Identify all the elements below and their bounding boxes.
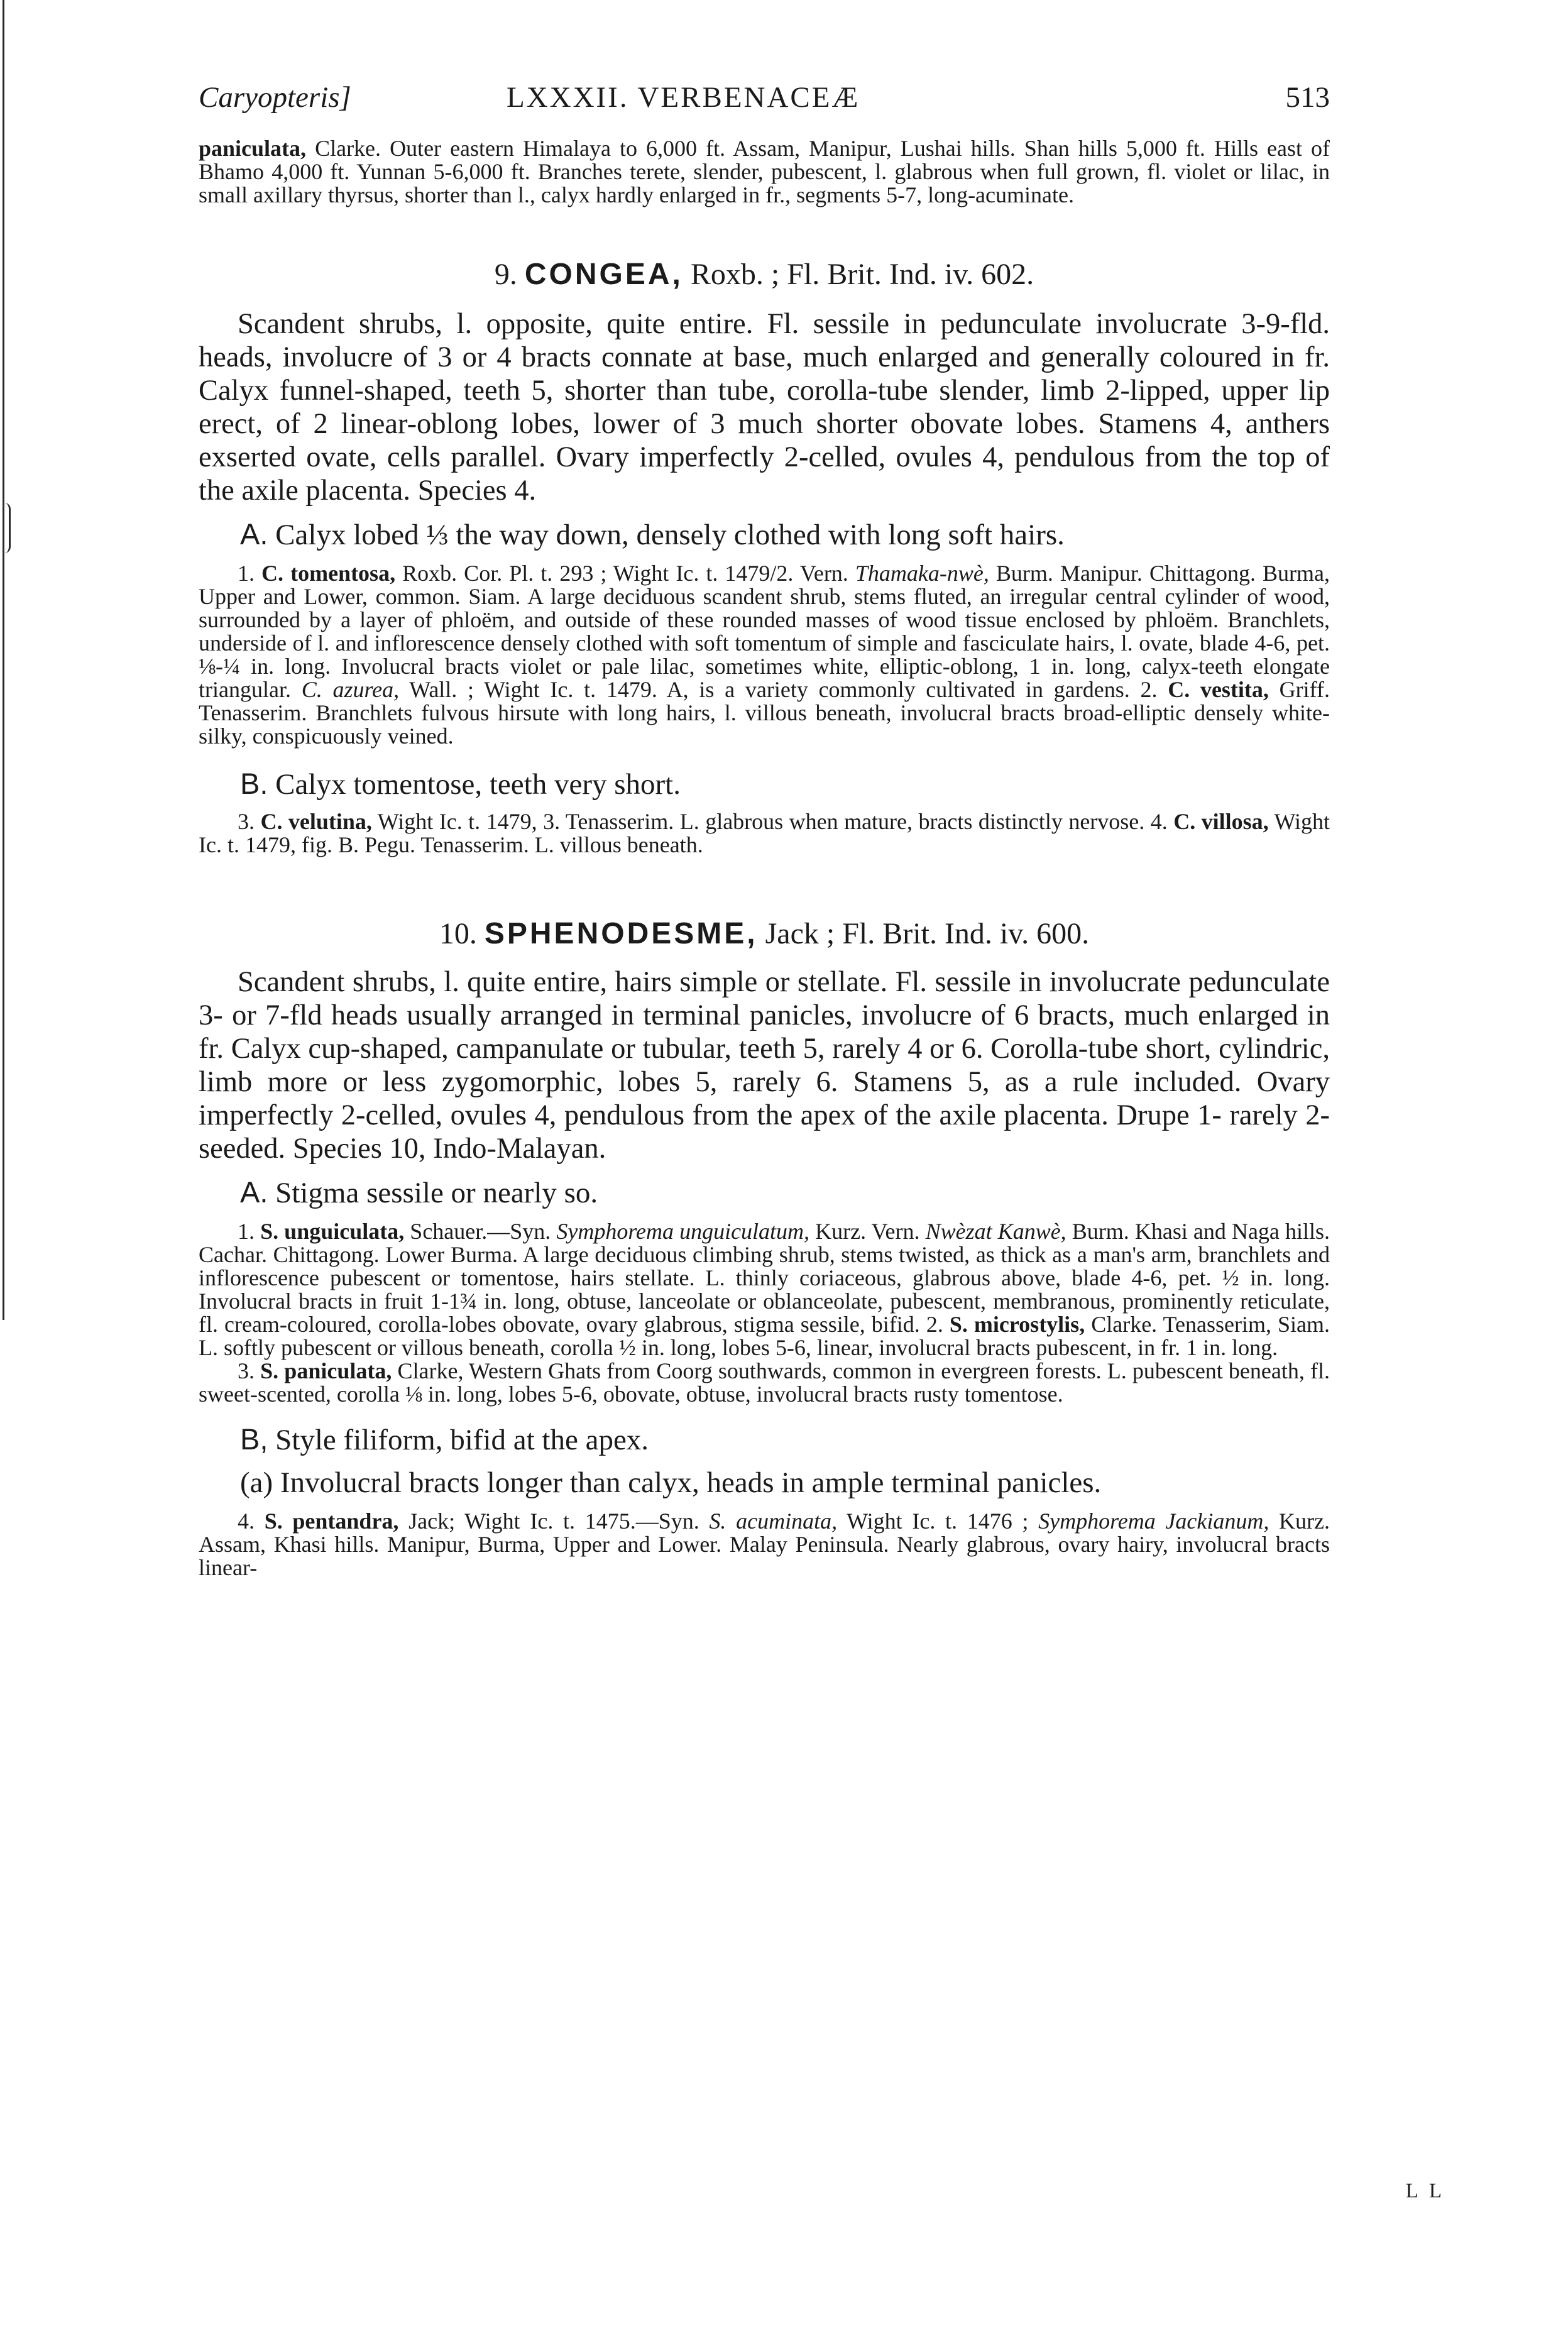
species-number: 1. xyxy=(238,561,255,586)
page-content xyxy=(199,80,1330,1580)
page-number: 513 xyxy=(1285,81,1330,114)
species-block-congea-a xyxy=(199,562,1330,748)
genus-name: SPHENODESME, xyxy=(484,917,758,950)
species-name: C. vestita, xyxy=(1168,677,1269,702)
header-family: LXXXII. VERBENACEÆ xyxy=(507,81,860,114)
synonym-name: Symphorema unguiculatum, xyxy=(556,1219,810,1244)
synonym-name: S. acuminata, xyxy=(709,1508,838,1534)
species-name: C. villosa, xyxy=(1173,809,1269,834)
genus-heading-sphenodesme xyxy=(199,916,1330,952)
genus-citation: Roxb. ; Fl. Brit. Ind. iv. 602. xyxy=(690,258,1034,291)
species-name: C. velutina, xyxy=(260,809,372,834)
carry-over-paragraph xyxy=(199,137,1330,207)
species-name: paniculata, xyxy=(199,136,307,161)
running-header xyxy=(199,80,1330,137)
synonym-name: Symphorema Jackianum, xyxy=(1038,1508,1269,1534)
species-number: 1. xyxy=(238,1219,255,1244)
key-label: A. xyxy=(240,517,268,551)
species-name: S. microstylis, xyxy=(949,1312,1085,1337)
species-citation: Wight Ic. t. 1476 ; xyxy=(837,1508,1039,1534)
species-text: Clarke. Tenasserim, Siam. L. softly pubescent or villous beneath, corolla ½ in. long, lobes 5-6, linear, involucral bracts pubescent, in fr. 1 in. long. xyxy=(199,1312,1330,1360)
species-text: Kurz. Vern. xyxy=(809,1219,926,1244)
species-name: C. tomentosa, xyxy=(261,561,396,586)
header-genus: Caryopteris] xyxy=(199,81,351,114)
species-number: 3. xyxy=(238,809,255,834)
species-number: 2. xyxy=(1140,677,1158,702)
genus-heading-congea xyxy=(199,257,1330,292)
genus-citation: Jack ; Fl. Brit. Ind. iv. 600. xyxy=(765,917,1090,950)
species-citation: Roxb. Cor. Pl. t. 293 ; Wight Ic. t. 1479/2. Vern. xyxy=(402,561,855,586)
species-number: 4. xyxy=(238,1508,255,1534)
page-edge-mark xyxy=(0,503,11,553)
key-label: B. xyxy=(240,767,268,800)
species-name: S. unguiculata, xyxy=(260,1219,405,1244)
species-citation: Jack; Wight Ic. t. 1475.—Syn. xyxy=(398,1508,710,1534)
genus-description-congea: Scandent shrubs, l. opposite, quite entire. Fl. sessile in pedunculate involucrate 3-9-fld. heads, involucre of 3 or 4 bracts connate at base, much enlarged and generally coloured in fr. Calyx funnel-shaped, teeth 5, shorter than tube, corolla-tube slender, limb 2-lipped, upper lip erect, of 2 linear-oblong lobes, lower of 3 much shorter obovate lobes. Stamens 4, anthers exserted ovate, cells parallel. Ovary imperfectly 2-celled, ovules 4, pendulous from the top of the axile placenta. Species 4. xyxy=(199,308,1330,507)
key-text: Calyx lobed ⅓ the way down, densely clothed with long soft hairs. xyxy=(275,519,1065,551)
species-block-sphenodesme-ba xyxy=(199,1510,1330,1580)
species-number: 4. xyxy=(1150,809,1168,834)
key-congea-a xyxy=(199,517,1330,552)
page-edge-line xyxy=(3,0,4,1320)
key-sphenodesme-b xyxy=(199,1422,1330,1457)
key-label: B, xyxy=(240,1422,268,1456)
species-number: 2. xyxy=(926,1312,943,1337)
genus-description-sphenodesme: Scandent shrubs, l. quite entire, hairs simple or stellate. Fl. sessile in involucrate pedunculate 3- or 7-fld heads usually arranged in terminal panicles, involucre of 6 bracts, much enlarged in fr. Calyx cup-shaped, campanulate or tubular, teeth 5, rarely 4 or 6. Corolla-tube short, cylindric, limb more or less zygomorphic, lobes 5, rarely 6. Stamens 5, as a rule included. Ovary imperfectly 2-celled, ovules 4, pendulous from the apex of the axile placenta. Drupe 1- rarely 2-seeded. Species 10, Indo-Malayan. xyxy=(199,966,1330,1165)
key-label: A. xyxy=(240,1175,268,1209)
species-text: Kurz. Assam, Khasi hills. Manipur, Burma, Upper and Lower. Malay Peninsula. Nearly glabrous, ovary hairy, involucral bracts linear- xyxy=(199,1508,1330,1580)
genus-name: CONGEA, xyxy=(524,258,683,291)
species-text: Griff. Tenasserim. Branchlets fulvous hirsute with long hairs, l. villous beneath, involucral bracts broad-elliptic densely white-silky, conspicuously veined. xyxy=(199,677,1330,749)
vernacular-name: Thamaka-nwè, xyxy=(855,561,989,586)
key-sphenodesme-ba xyxy=(199,1466,1330,1500)
species-block-congea-b xyxy=(199,810,1330,857)
key-text: Stigma sessile or nearly so. xyxy=(275,1177,598,1209)
signature-mark: L L xyxy=(1405,2180,1445,2202)
key-text: Style filiform, bifid at the apex. xyxy=(275,1424,649,1456)
species-text: Burm. Khasi and Naga hills. Cachar. Chittagong. Lower Burma. A large deciduous climbing shrub, stems twisted, as thick as a man's arm, branchlets and inflorescence pubescent or tomentose, hairs stellate. L. thinly coriaceous, glabrous above, blade 4-6, pet. ½ in. long. Involucral bracts in fruit 1-1¾ in. long, obtuse, lanceolate or oblanceolate, pubescent, membranous, prominently reticulate, fl. cream-coloured, corolla-lobes obovate, ovary glabrous, stigma sessile, bifid. xyxy=(199,1219,1330,1337)
key-congea-b xyxy=(199,767,1330,801)
species-text: Wall. ; Wight Ic. t. 1479. A, is a variety commonly cultivated in gardens. xyxy=(399,677,1141,702)
key-text: Involucral bracts longer than calyx, heads in ample terminal panicles. xyxy=(280,1466,1102,1499)
species-text: Wight Ic. t. 1479, 3. Tenasserim. L. glabrous when mature, bracts distinctly nervose. xyxy=(371,809,1151,834)
species-text: Clarke. Outer eastern Himalaya to 6,000 ft. Assam, Manipur, Lushai hills. Shan hills 5,000 ft. Hills east of Bhamo 4,000 ft. Yunnan 5-6,000 ft. Branches terete, slender, pubescent, l. glabrous when full grown, fl. violet or lilac, in small axillary thyrsus, shorter than l., calyx hardly enlarged in fr., segments 5-7, long-acuminate. xyxy=(199,136,1330,207)
species-block-sphenodesme-a xyxy=(199,1220,1330,1360)
species-text: Clarke, Western Ghats from Coorg southwards, common in evergreen forests. L. pubescent beneath, fl. sweet-scented, corolla ⅛ in. long, lobes 5-6, obovate, obtuse, involucral bracts rusty tomentose. xyxy=(199,1358,1330,1407)
vernacular-name: Nwèzat Kanwè, xyxy=(925,1219,1066,1244)
species-block-sphenodesme-a2 xyxy=(199,1360,1330,1406)
species-text: Burm. Manipur. Chittagong. Burma, Upper and Lower, common. Siam. A large deciduous scandent shrub, stems fluted, an irregular central cylinder of wood, surrounded by a layer of phloëm, and outside of these rounded masses of wood tissue enclosed by phloëm. Branchlets, underside of l. and inflorescence densely clothed with soft tomentum of simple and fasciculate hairs, l. ovate, blade 4-6, pet. ⅛-¼ in. long. Involucral bracts violet or pale lilac, sometimes white, elliptic-oblong, 1 in. long, calyx-teeth elongate triangular. xyxy=(199,561,1330,702)
key-text: Calyx tomentose, teeth very short. xyxy=(275,768,681,801)
genus-number: 10. xyxy=(439,917,477,950)
key-label: (a) xyxy=(240,1466,273,1499)
species-number: 3. xyxy=(238,1358,255,1383)
key-sphenodesme-a xyxy=(199,1175,1330,1210)
genus-number: 9. xyxy=(494,258,517,291)
species-citation: Schauer.—Syn. xyxy=(404,1219,557,1244)
species-text: Wight Ic. t. 1479, fig. B. Pegu. Tenasserim. L. villous beneath. xyxy=(199,809,1330,857)
species-name: S. pentandra, xyxy=(264,1508,399,1534)
synonym-name: C. azurea, xyxy=(301,677,400,702)
species-name: S. paniculata, xyxy=(260,1358,392,1383)
